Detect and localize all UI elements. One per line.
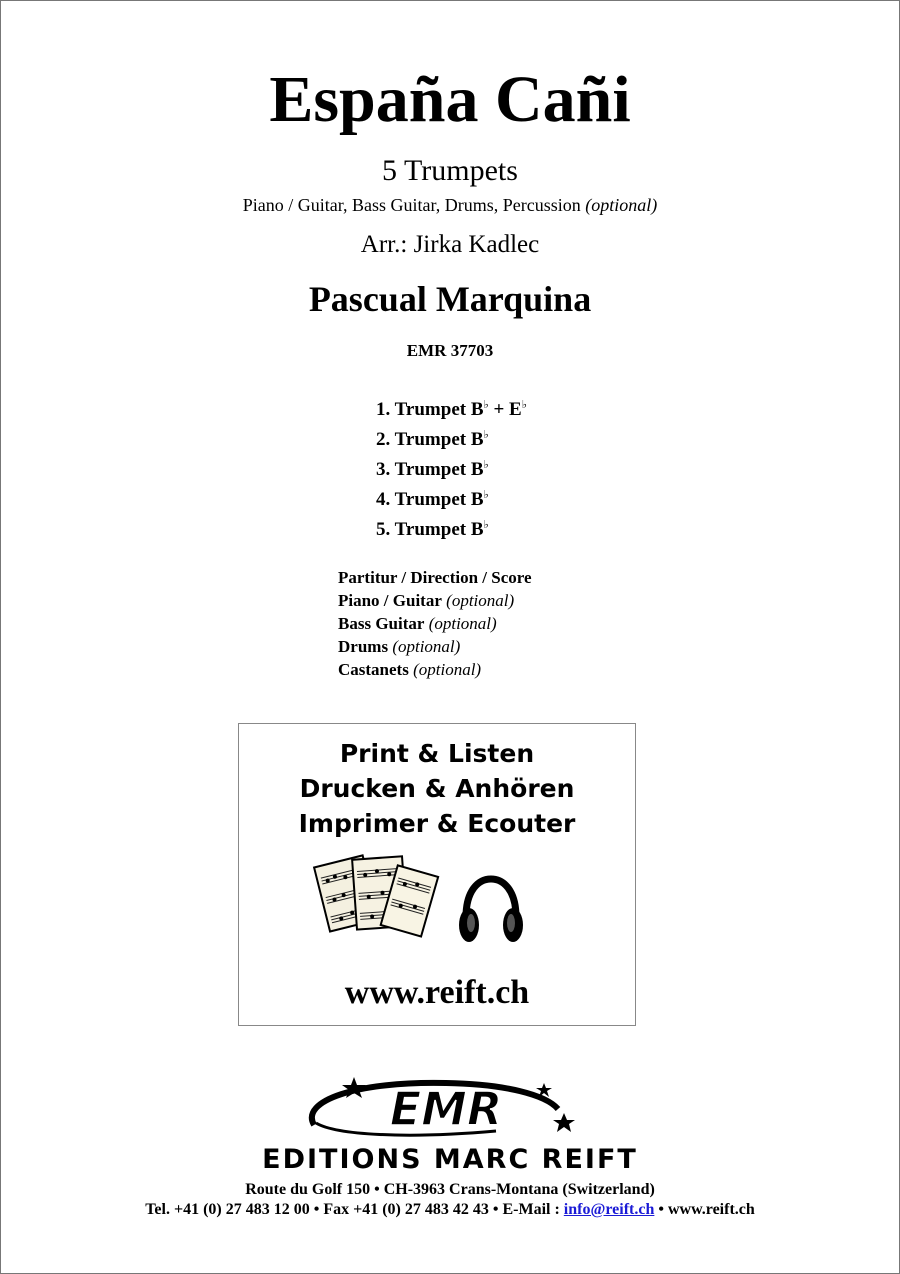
part-label: 4. Trumpet B [376, 489, 484, 510]
flat-sign: ♭ [483, 429, 489, 441]
promo-line-german: Drucken & Anhören [299, 774, 575, 803]
composer: Pascual Marquina [308, 279, 592, 319]
list-item [338, 589, 532, 612]
promo-line-french: Imprimer & Ecouter [298, 809, 576, 838]
flat-sign: ♭ [483, 489, 489, 501]
material-label: Castanets [338, 660, 409, 679]
publisher-name: EDITIONS MARC REIFT [262, 1144, 638, 1175]
list-item [338, 612, 532, 635]
materials-list [338, 566, 532, 681]
list-item [376, 420, 527, 450]
material-label: Bass Guitar [338, 614, 425, 633]
flat-sign: ♭ [483, 459, 489, 471]
list-item [338, 566, 532, 589]
material-note: (optional) [428, 614, 497, 633]
promo-line-english: Print & Listen [339, 739, 535, 768]
promo-website: www.reift.ch [344, 974, 530, 1011]
catalog-number: EMR 37703 [406, 341, 494, 360]
instrumentation: 5 Trumpets [382, 154, 518, 187]
part-label: 5. Trumpet B [376, 519, 484, 540]
part-label: 2. Trumpet B [376, 429, 484, 450]
flat-sign: ♭ [521, 399, 527, 411]
contact-phone-fax: Tel. +41 (0) 27 483 12 00 • Fax +41 (0) 27 483 42 43 • E-Mail : [145, 1201, 564, 1218]
material-note: (optional) [413, 660, 482, 679]
material-label: Drums [338, 637, 389, 656]
arranger: Arr.: Jirka Kadlec [360, 231, 540, 258]
page-title: España Cañi [269, 63, 631, 136]
list-item [376, 510, 527, 540]
print-listen-box [238, 723, 636, 1026]
publisher-contact [0, 1200, 900, 1220]
list-item [376, 480, 527, 510]
list-item [376, 450, 527, 480]
svg-text:EMR: EMR [389, 1082, 503, 1136]
parts-list [376, 390, 527, 540]
flat-sign: ♭ [483, 399, 489, 411]
part-label: 1. Trumpet B [376, 399, 484, 420]
accompaniment-instruments: Piano / Guitar, Bass Guitar, Drums, Percussion [242, 195, 581, 215]
headphones-icon [456, 873, 526, 951]
email-link[interactable]: info@reift.ch [563, 1201, 655, 1218]
accompaniment-line [0, 193, 900, 217]
accompaniment-optional: (optional) [585, 195, 658, 215]
emr-logo-icon [296, 1073, 586, 1143]
material-note: (optional) [446, 591, 515, 610]
list-item [338, 658, 532, 681]
part-label: 3. Trumpet B [376, 459, 484, 480]
sheet-music-icon [309, 850, 441, 942]
list-item [338, 635, 532, 658]
list-item [376, 390, 527, 420]
publisher-address: Route du Golf 150 • CH-3963 Crans-Montana (Switzerland) [245, 1181, 655, 1198]
flat-sign: ♭ [483, 519, 489, 531]
material-label: Partitur / Direction / Score [338, 568, 532, 587]
contact-website: • www.reift.ch [654, 1201, 755, 1218]
material-note: (optional) [392, 637, 461, 656]
material-label: Piano / Guitar [338, 591, 442, 610]
part-extra: + E [488, 399, 522, 420]
